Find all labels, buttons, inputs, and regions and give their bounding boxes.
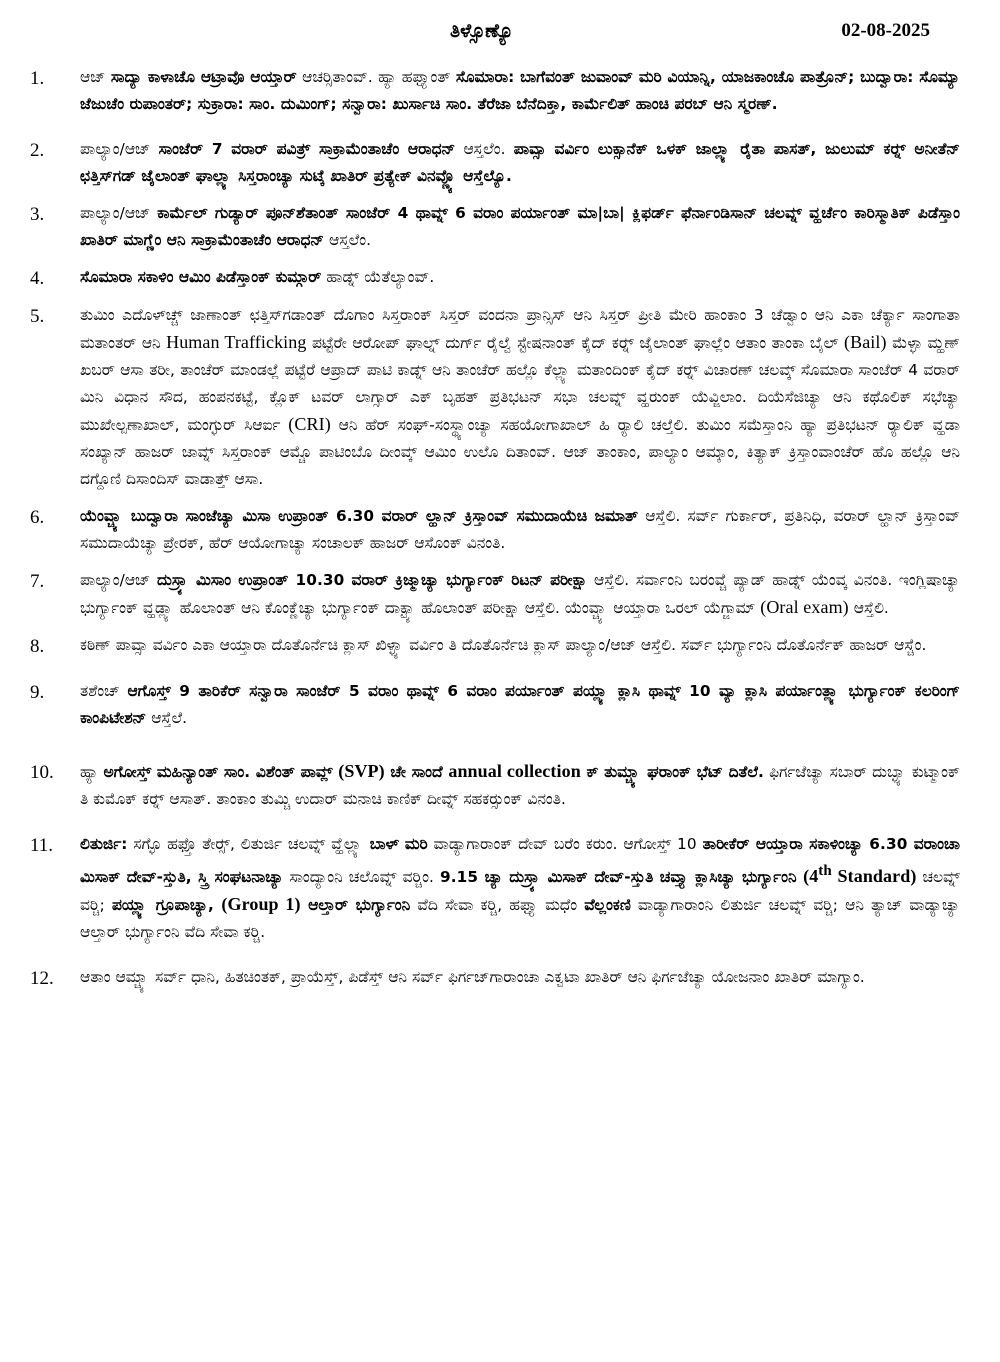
announcement-number: 4. <box>30 268 45 289</box>
announcement-number: 11. <box>30 835 54 856</box>
page-title: ತಿಳ್ಸೊಣ್ಯೊ <box>450 20 514 42</box>
announcement-item <box>30 678 960 732</box>
announcement-item <box>30 758 960 813</box>
announcement-item <box>30 964 960 992</box>
announcement-item <box>30 632 960 660</box>
announcement-number: 8. <box>30 636 45 657</box>
announcement-number: 12. <box>30 968 54 989</box>
announcement-number: 10. <box>30 762 54 783</box>
announcement-text: ತಶೆಂಚ್ ಆಗೊಸ್ತ್ 9 ತಾರಿಕೆರ್ ಸನ್ವಾರಾ ಸಾಂಜೆರ್ 5 ವರಾಂ ಥಾವ್ನ್ 6 ವರಾಂ ಪರ್ಯಾಂತ್ ಪಯ್ಲ್ಯಾ ಕ್ಲಾಸಿ ಥಾವ್ನ್ 10 ವ್ಯಾ ಕ್ಲಾಸಿ ಪರ್ಯಾಂತ್ಲ್ಯಾ ಭುರ್ಗ್ಯಾಂಕ್ ಕಲರಿಂಗ್ ಕಾಂಪಿಟೇಶನ್ ಆಸ್ತೆಲೆ. <box>80 682 961 727</box>
announcement-number: 2. <box>30 140 45 161</box>
announcement-item <box>30 567 960 622</box>
announcement-item <box>30 302 960 493</box>
announcement-text: ಪಾಲ್ಯಾಂ/ಆಜ್ ಸಾಂಜೆರ್ 7 ವರಾರ್ ಪವಿತ್ರ್ ಸಾಕ್ರಾಮೆಂತಾಚೆಂ ಆರಾಧನ್ ಆಸ್ತಲೆಂ. ಪಾವ್ಸಾ ವರ್ವಿಂ ಲುಕ್ಸಾನೆಕ್ ಒಳಕ್ ಜಾಲ್ಲ್ಯಾ ರೈತಾ ಪಾಸತ್, ಜುಲುಮ್ ಕರ್‍ನ್ ಅನೀತೆನ್ ಛತ್ತಿಸ್‌ಗಡ್ ಜೈಲಾಂತ್ ಘಾಲ್ಲ್ಯಾ ಸಿಸ್ತರಾಂಚ್ಯಾ ಸುಟ್ಕೆ ಖಾತಿರ್ ಪ್ರತ್ಯೇಕ್ ವಿನವ್ಣ್ಯೊ ಆಸ್ತೆಲ್ಯೊ. <box>80 140 960 185</box>
announcement-item <box>30 264 960 292</box>
announcement-list <box>30 64 960 992</box>
announcement-number: 1. <box>30 68 45 89</box>
announcement-item <box>30 136 960 190</box>
page-header <box>30 18 960 48</box>
announcement-item <box>30 200 960 254</box>
announcement-number: 7. <box>30 571 45 592</box>
announcement-item <box>30 831 960 946</box>
announcement-text: ಲಿತುರ್ಜಿ: ಸಗ್ಳೊ ಹಫ್ತೊ ತೇರ್‍ಸ್, ಲಿತುರ್ಜಿ ಚಲವ್ನ್ ವ್ಹೆಲ್ಲ್ಯಾ ಬಾಳ್ ಮರಿ ವಾಡ್ಯಾಗಾರಾಂಕ್ ದೇವ್ ಬರೆಂ ಕರುಂ. ಆಗೋಸ್ತ್ 10 ತಾರೀಕೆರ್ ಆಯ್ತಾರಾ ಸಕಾಳಿಂಚ್ಯಾ 6.30 ವರಾಂಚಾ ಮಿಸಾಕ್ ದೇವ್-ಸ್ತುತಿ, ಸ್ತ್ರಿ ಸಂಘಟನಾಚ್ಯಾ ಸಾಂದ್ಯಾಂನಿ ಚಲೊವ್ನ್ ವರ್‍ಚಿಂ. 9.15 ಚ್ಯಾ ದುಸ್ರ್ಯಾ ಮಿಸಾಕ್ ದೇವ್-ಸ್ತುತಿ ಚವ್ತ್ಯಾ ಕ್ಲಾಸಿಚ್ಯಾ ಭುರ್ಗ್ಯಾಂನಿ (4th Standard) ಚಲವ್ನ್ ವರ್‍ಚಿ; ಪಯ್ಲ್ಯಾ ಗ್ರೂಪಾಚ್ಯಾ, (Group 1) ಆಲ್ತಾರ್ ಭುರ್ಗ್ಯಾಂನಿ ವೆದಿ ಸೇವಾ ಕರ್‍ಚಿ, ಹಫ್ತ್ಯಾ ಮಧೆಂ ವೆಲ್ಲಂಕಣಿ ವಾಡ್ಯಾಗಾರಾಂನಿ ಲಿತುರ್ಜಿ ಚಲವ್ನ್ ವರ್‍ಚಿ; ಆನಿ ತ್ಯಾಚ್ ವಾಡ್ಯಾಚ್ಯಾ ಆಲ್ತಾರ್ ಭುರ್ಗ್ಯಾಂನಿ ವೆದಿ ಸೇವಾ ಕರ್‍ಚಿ. <box>80 835 960 941</box>
announcement-text: ತುಮಿಂ ಎದೊಳ್‌ಚ್ಚ್ ಜಾಣಾಂತ್ ಛತ್ತಿಸ್‌ಗಡಾಂತ್ ದೊಗಾಂ ಸಿಸ್ತರಾಂಕ್ ಸಿಸ್ತರ್ ವಂದನಾ ಪ್ರಾನ್ಸಿಸ್ ಆನಿ ಸಿಸ್ತರ್ ಪ್ರೀತಿ ಮೇರಿ ಹಾಂಕಾಂ 3 ಚೆಡ್ವಾಂ ಆನಿ ಎಕಾ ಚೆರ್ಕ್ಯಾ ಸಾಂಗಾತಾ ಮತಾಂತರ್ ಆನಿ Human Trafficking ಪಟ್ಟೆರೇ ಆರೋಪ್ ಘಾಲ್ನ್ ದುರ್ಗ್ ರೈಲ್ವೆ ಸ್ಟೇಷನಾಂತ್ ಕೈದ್ ಕರ್‍ನ್ ಜೈಲಾಂತ್ ಘಾಲ್ಲೆಂ ಆತಾಂ ತಾಂಕಾ ಬೈಲ್ (Bail) ಮೆಳ್ಳಾ ಮ್ಹಣ್ ಖಬರ್ ಆಸಾ ತರೀ, ತಾಂಚೆರ್ ಮಾಂಡಲ್ಲೆ ಪಟ್ಟೆರೆ ಆಪ್ರಾದ್ ಪಾಟಿ ಕಾಡ್ನ್ ಆನಿ ತಾಂಚೆರ್ ಹಲ್ಲೊ ಕೆಲ್ಲ್ಯಾ ಮತಾಂದಿಂಕ್ ಕೈದ್ ಕರ್‍ನ್ ವಿಚಾರಣ್ ಚಲವ್ಕ್ ಸೊಮಾರಾ ಸಾಂಜೆರ್ 4 ವರಾರ್ ಮಿನಿ ವಿಧಾನ ಸೌದ, ಹಂಪನಕಟ್ಟೆ, ಕ್ಲೊಕ್ ಟವರ್ ಲಾಗ್ಸಾರ್ ಎಕ್ ಬೃಹತ್ ಪ್ರತಿಭಟನ್ ಸಭಾ ಚಲವ್ನ್ ವ್ಹರುಂಕ್ ಯೆವ್ಜಿಲಾಂ. ದಿಯೆಸೆಜಿಚ್ಯಾ ಆನಿ ಕಥೊಲಿಕ್ ಸಭೆಚ್ಯಾ ಮುಖೇಲ್ಪಣಾಖಾಲ್, ಮಂಗ್ಳುರ್ ಸಿಆರ್ಐ (CRI) ಆನಿ ಹೆರ್ ಸಂಘ್-ಸಂಸ್ಥ್ಯಾಂಚ್ಯಾ ಸಹಯೋಗಾಖಾಲ್ ಹಿ ರ್‍ಯಾಲಿ ಚಲ್ತೆಲಿ. ತುಮಿಂ ಸಮೆಸ್ತಾಂನಿ ಹ್ಯಾ ಪ್ರತಿಭಟನ್ ರ್‍ಯಾಲಿಕ್ ವ್ಹಡಾ ಸಂಖ್ಯಾನ್ ಹಾಜರ್ ಜಾವ್ನ್ ಸಿಸ್ತರಾಂಕ್ ಆಮ್ಚೊ ಪಾಟಿಂಬೊ ದೀಂವ್ಕ್ ಆಮಿಂ ಉಲೊ ದಿತಾಂವ್. ಆಜ್ ತಾಂಕಾಂ, ಪಾಲ್ಯಾಂ ಆಮ್ಕಾಂ, ಕಿತ್ಯಾಕ್ ಕ್ರಿಸ್ತಾಂವಾಂಚೆರ್ ಹೊ ಹಲ್ಲೊ ಆನಿ ದಗ್ದೊಣಿ ದಿಸಾಂದಿಸ್ ವಾಡಾತ್ತ್ ಆಸಾ. <box>80 306 960 488</box>
announcement-text: ಯೆಂವ್ಚ್ಯಾ ಬುದ್ವಾರಾ ಸಾಂಜೆಚ್ಯಾ ಮಿಸಾ ಉಪ್ರಾಂತ್ 6.30 ವರಾರ್ ಲ್ಹಾನ್ ಕ್ರಿಸ್ತಾಂವ್ ಸಮುದಾಯೆಚಿ ಜಮಾತ್ ಆಸ್ತೆಲಿ. ಸರ್ವ್ ಗುರ್ಕಾರ್, ಪ್ರತಿನಿಧಿ, ವರಾರ್ ಲ್ಹಾನ್ ಕ್ರಿಸ್ತಾಂವ್ ಸಮುದಾಯೆಚ್ಯಾ ಪ್ರೇರಕ್, ಹೆರ್ ಆಯೋಗಾಚ್ಯಾ ಸಂಚಾಲಕ್ ಹಾಜರ್ ಆಸೊಂಕ್ ವಿನಂತಿ. <box>80 507 960 552</box>
announcement-text: ಕಠಿಣ್ ಪಾವ್ಸಾ ವರ್ವಿಂ ಎಕಾ ಆಯ್ತಾರಾ ದೊತೊರ್ನೆಚಿ ಕ್ಲಾಸ್ ಖಿಳ್ಳ್ಯಾ ವರ್ವಿಂ ತಿ ದೊತೊರ್ನೆಚಿ ಕ್ಲಾಸ್ ಪಾಲ್ಯಾಂ/ಆಜ್ ಆಸ್ತೆಲಿ. ಸರ್ವ್ ಭುರ್ಗ್ಯಾಂನಿ ದೊತೊರ್ನೆಕ್ ಹಾಜರ್ ಆಸ್ಚೆಂ. <box>80 636 927 654</box>
announcement-text: ಪಾಲ್ಯಾಂ/ಆಜ್ ಕಾರ್ಮೆಲ್ ಗುಡ್ಯಾರ್ ಪೂನ್‌ಶೆತಾಂತ್ ಸಾಂಜೆರ್ 4 ಥಾವ್ನ್ 6 ವರಾಂ ಪರ್ಯಾಂತ್ ಮಾ|ಬಾ| ಕ್ಲಿಫರ್ಡ್ ಫೆರ್ನಾಂಡಿಸಾನ್ ಚಲವ್ನ್ ವ್ಹರ್ಚೆಂ ಕಾರಿಸ್ಮಾತಿಕ್ ಪಿಡೆಸ್ತಾಂ ಖಾತಿರ್ ಮಾಗ್ಣೆಂ ಆನಿ ಸಾಕ್ರಾಮೆಂತಾಚೆಂ ಆರಾಧನ್ ಆಸ್ತಲೆಂ. <box>80 204 960 249</box>
announcement-text: ಹ್ಯಾ ಅಗೋಸ್ತ್ ಮಹಿನ್ಯಾಂತ್ ಸಾಂ. ವಿಶೆಂತ್ ಪಾವ್ಲ್ (SVP) ಚೇ ಸಾಂದೆ annual collection ಕ್ ತುಮ್ಚ್ಯಾ ಘರಾಂಕ್ ಭೆಟ್ ದಿತೆಲೆ. ಫಿರ್ಗಜೆಚ್ಯಾ ಸಬಾರ್ ದುಬ್ಳ್ಯಾ ಕುಟ್ಮಾಂಕ್ ತಿ ಕುಮೊಕ್ ಕರ್‍ನ್ ಆಸಾತ್. ತಾಂಕಾಂ ತುಮ್ಚಿ ಉದಾರ್ ಮನಾಚಿ ಕಾಣಿಕ್ ದೀವ್ನ್ ಸಹಕರ್‍ಸುಂಕ್ ವಿನಂತಿ. <box>80 761 960 808</box>
announcement-text: ಆತಾಂ ಆಮ್ಚ್ಯಾ ಸರ್ವ್ ಧಾನಿ, ಹಿತಚಿಂತಕ್, ಪ್ರಾಯೆಸ್ತ್, ಪಿಡೆಸ್ತ್ ಆನಿ ಸರ್ವ್ ಫಿರ್ಗಜ್‌ಗಾರಾಂಚಾ ಎಕ್ವಟಾ ಖಾತಿರ್ ಆನಿ ಫಿರ್ಗಜೆಚ್ಯಾ ಯೋಜನಾಂ ಖಾತಿರ್ ಮಾಗ್ಯಾಂ. <box>80 968 865 986</box>
announcement-number: 6. <box>30 507 45 528</box>
announcement-number: 9. <box>30 682 45 703</box>
announcement-number: 5. <box>30 306 45 327</box>
announcement-text: ಪಾಲ್ಯಾಂ/ಆಜ್ ದುಸ್ರ್ಯಾ ಮಿಸಾಂ ಉಪ್ರಾಂತ್ 10.30 ವರಾರ್ ಕ್ರಿಜ್ಮಾಚ್ಯಾ ಭುರ್ಗ್ಯಾಂಕ್ ರಿಟನ್ ಪರೀಕ್ಷಾ ಆಸ್ತೆಲಿ. ಸರ್ವಾಂನಿ ಬರಂವ್ಚೆ ಪ್ಯಾಡ್ ಹಾಡ್ನ್ ಯೆಂವ್ಕ ವಿನಂತಿ. ಇಂಗ್ಲಿಷಾಚ್ಯಾ ಭುರ್ಗ್ಯಾಂಕ್ ವ್ಹಡ್ಲ್ಯಾ ಹೊಲಾಂತ್ ಆನಿ ಕೊಂಕ್ಣೆಚ್ಯಾ ಭುರ್ಗ್ಯಾಂಕ್ ದಾಕ್ಟ್ಯಾ ಹೊಲಾಂತ್ ಪರೀಕ್ಷಾ ಆಸ್ತೆಲಿ. ಯೆಂವ್ಚ್ಯಾ ಆಯ್ತಾರಾ ಒರಲ್ ಯೆಗ್ಜಾಮ್ (Oral exam) ಆಸ್ತೆಲಿ. <box>80 571 961 617</box>
page-date: 02-08-2025 <box>841 20 930 41</box>
announcement-item <box>30 64 960 118</box>
announcement-text: ಆಜ್ ಸಾದ್ಯಾ ಕಾಳಾಚೊ ಆಟ್ರಾವೊ ಆಯ್ತಾರ್ ಆಚರ್‍ಸಿತಾಂವ್. ಹ್ಯಾ ಹಫ್ತ್ಯಾಂತ್ ಸೊಮಾರಾ: ಬಾಗೆವಂತ್ ಜುವಾಂವ್ ಮರಿ ವಿಯಾನ್ನಿ, ಯಾಜಕಾಂಚೊ ಪಾತ್ರೊನ್; ಬುದ್ವಾರಾ: ಸೊಮ್ಯಾ ಜೆಜುಚೆಂ ರುಪಾಂತರ್; ಸುಕ್ರಾರಾ: ಸಾಂ. ದುಮಿಂಗ್; ಸನ್ವಾರಾ: ಖುರ್ಸಾಚಿ ಸಾಂ. ತೆರೆಜಾ ಬೆನೆದಿಕ್ತಾ, ಕಾರ್ಮೆಲಿತ್ ಹಾಂಚಿ ಪರಬ್ ಆನಿ ಸ್ಮರಣ್. <box>80 68 961 113</box>
announcement-number: 3. <box>30 204 45 225</box>
announcement-item <box>30 503 960 557</box>
announcement-text: ಸೊಮಾರಾ ಸಕಾಳಿಂ ಆಮಿಂ ಪಿಡೆಸ್ತಾಂಕ್ ಕುಮ್ಗಾರ್ ಹಾಡ್ನ್ ಯೆತೆಲ್ಯಾಂವ್. <box>80 268 435 286</box>
